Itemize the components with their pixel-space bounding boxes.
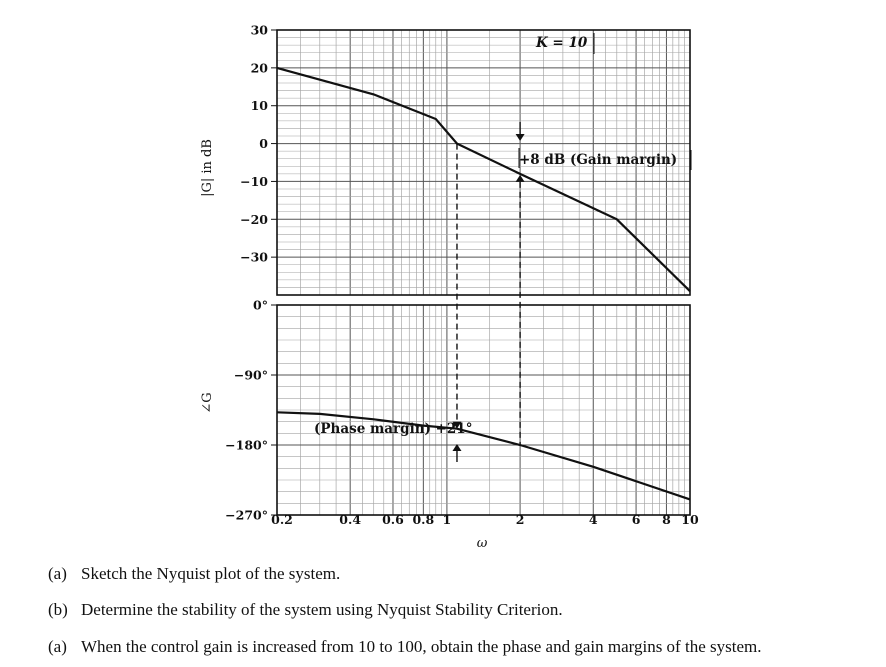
magnitude-axis-title: |G| in dB [200, 139, 215, 197]
series-line [277, 68, 690, 291]
question-label: (b) [48, 600, 68, 619]
y-tick-label: 0° [253, 297, 268, 313]
x-tick-label: 0.6 [382, 512, 404, 527]
x-tick-label: 4 [588, 512, 598, 527]
y-tick-label: −270° [225, 507, 268, 523]
question-text: Determine the stability of the system using Nyquist Stability Criterion. [81, 600, 563, 619]
gain-margin-arrow-down [516, 134, 525, 141]
x-tick-label: 6 [631, 512, 641, 527]
x-tick-label: 2 [515, 512, 525, 527]
question-label: (a) [48, 564, 67, 583]
question-label: (a) [48, 637, 67, 656]
y-tick-label: 10 [250, 98, 268, 114]
x-tick-label: 0.4 [339, 512, 362, 527]
y-tick-label: −90° [233, 367, 268, 383]
x-tick-label: 1 [442, 512, 452, 527]
y-tick-label: −10 [240, 173, 268, 189]
x-tick-label: 0.8 [412, 512, 435, 527]
gain-label: K = 10 [536, 35, 588, 51]
y-tick-label: −180° [225, 437, 268, 453]
phase-margin-label: (Phase margin) +21° [314, 421, 473, 437]
y-tick-label: 20 [250, 60, 268, 76]
question-item [48, 564, 340, 584]
y-tick-label: −30 [240, 249, 268, 265]
x-tick-label: 10 [681, 512, 699, 527]
question-text: Sketch the Nyquist plot of the system. [81, 564, 341, 583]
y-tick-label: 0 [259, 136, 268, 152]
grid-layer [277, 30, 690, 515]
y-tick-label: 30 [250, 22, 268, 38]
question-item [48, 637, 761, 657]
phase-axis-title: ∠G [200, 392, 215, 414]
x-axis-title: ω [476, 536, 488, 551]
question-text: When the control gain is increased from 10 to 100, obtain the phase and gain margins of the system. [81, 637, 762, 656]
question-item [48, 600, 563, 620]
x-tick-label: 8 [662, 512, 671, 527]
x-tick-label: 0.2 [271, 512, 293, 527]
gain-margin-label: +8 dB (Gain margin) [519, 152, 678, 168]
y-tick-label: −20 [240, 211, 268, 227]
